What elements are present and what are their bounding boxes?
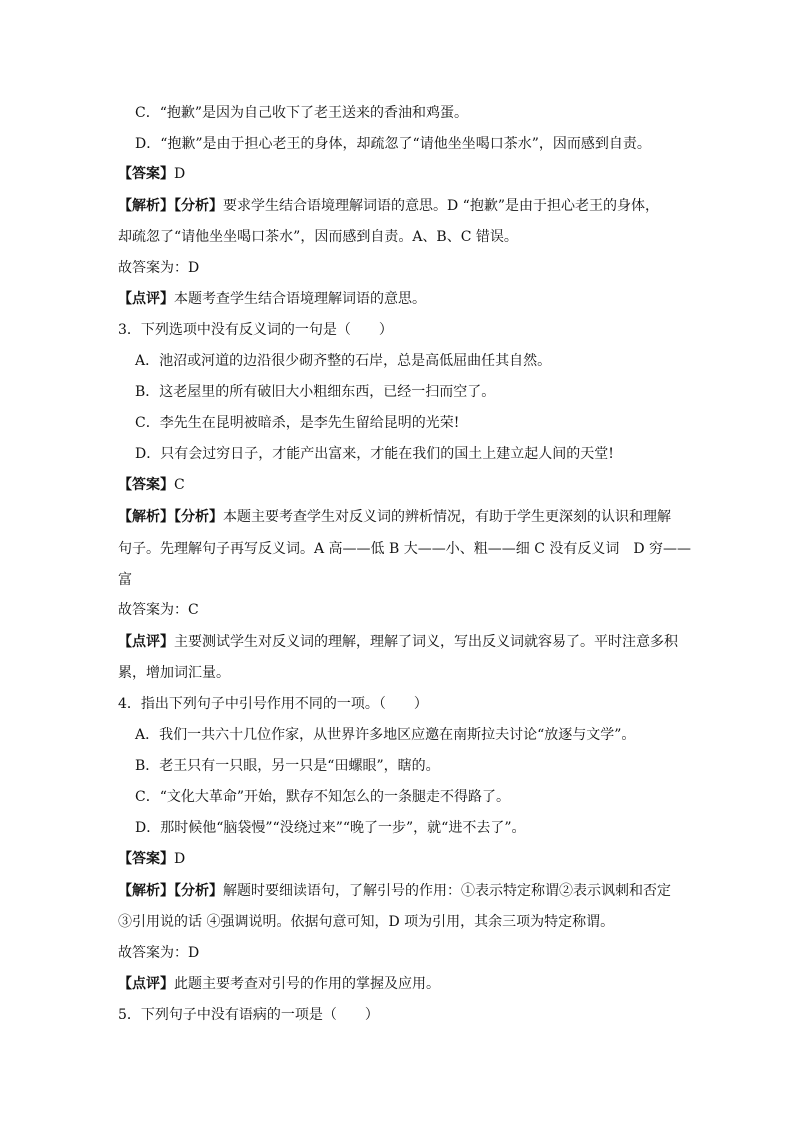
q4-stem: 4．指出下列句子中引号作用不同的一项。（ ） xyxy=(118,696,428,712)
q2-analysis-line-2: 却疏忽了“请他坐坐喝口茶水”，因而感到自责。A、B、C 错误。 xyxy=(118,229,518,245)
analysis-text: 本题主要考查学生对反义词的辨析情况，有助于学生更深刻的认识和理解 xyxy=(223,509,671,525)
q3-stem: 3．下列选项中没有反义词的一句是（ ） xyxy=(118,322,393,338)
answer-value: D xyxy=(174,851,186,867)
analysis-text: 要求学生结合语境理解词语的意思。D “抱歉”是由于担心老王的身体， xyxy=(223,198,659,214)
q4-analysis-line-2: ③引用说的话 ④强调说明。依据句意可知，D 项为引用，其余三项为特定称谓。 xyxy=(118,914,615,930)
q2-option-c: C．“抱歉”是因为自己收下了老王送来的香油和鸡蛋。 xyxy=(135,105,469,121)
comment-text: 本题考查学生结合语境理解词语的意思。 xyxy=(174,291,426,307)
analysis-tag: 【解析】【分析】 xyxy=(118,509,223,525)
q4-answer xyxy=(118,849,185,869)
q3-option-b: B．这老屋里的所有破旧大小粗细东西，已经一扫而空了。 xyxy=(135,384,496,400)
comment-text: 此题主要考查对引号的作用的掌握及应用。 xyxy=(174,976,440,992)
q3-option-c: C．李先生在昆明被暗杀，是李先生留给昆明的光荣! xyxy=(135,415,460,431)
analysis-tag: 【解析】【分析】 xyxy=(118,883,223,899)
comment-tag: 【点评】 xyxy=(118,291,174,307)
q3-answer xyxy=(118,475,185,495)
q3-conclusion: 故答案为：C xyxy=(118,602,199,618)
q2-analysis-line-1 xyxy=(118,196,659,216)
q5-stem: 5．下列句子中没有语病的一项是（ ） xyxy=(118,1007,379,1023)
q3-option-d: D．只有会过穷日子，才能产出富来，才能在我们的国土上建立起人间的天堂! xyxy=(135,446,614,462)
q3-analysis-line-2: 句子。先理解句子再写反义词。A 高——低 B 大——小、粗——细 C 没有反义词 D 穷—— xyxy=(118,541,692,557)
q4-option-d: D．那时候他“脑袋慢”“没绕过来”“晚了一步”，就“进不去了”。 xyxy=(135,820,526,836)
q4-conclusion: 故答案为：D xyxy=(118,945,200,961)
analysis-tag: 【解析】【分析】 xyxy=(118,198,223,214)
q3-comment-line-1 xyxy=(118,632,678,652)
answer-tag: 【答案】 xyxy=(118,851,174,867)
q2-answer xyxy=(118,164,185,184)
q4-comment xyxy=(118,974,440,994)
comment-tag: 【点评】 xyxy=(118,634,174,650)
answer-tag: 【答案】 xyxy=(118,477,174,493)
analysis-text: 解题时要细读语句，了解引号的作用：①表示特定称谓②表示讽刺和否定 xyxy=(223,883,671,899)
q3-analysis-line-3: 富 xyxy=(118,572,132,588)
q2-option-d: D．“抱歉”是由于担心老王的身体，却疏忽了“请他坐坐喝口茶水”，因而感到自责。 xyxy=(135,136,651,152)
q4-option-a: A．我们一共六十几位作家，从世界许多地区应邀在南斯拉夫讨论“放逐与文学”。 xyxy=(135,727,636,743)
q4-option-c: C．“文化大革命”开始，默存不知怎么的一条腿走不得路了。 xyxy=(135,789,511,805)
comment-text: 主要测试学生对反义词的理解，理解了词义，写出反义词就容易了。平时注意多积 xyxy=(174,634,678,650)
q4-analysis-line-1 xyxy=(118,881,671,901)
comment-tag: 【点评】 xyxy=(118,976,174,992)
q2-comment xyxy=(118,289,426,309)
q2-conclusion: 故答案为：D xyxy=(118,260,200,276)
answer-value: D xyxy=(174,166,186,182)
q3-comment-line-2: 累，增加词汇量。 xyxy=(118,665,230,681)
answer-value: C xyxy=(174,477,185,493)
q3-analysis-line-1 xyxy=(118,507,671,527)
answer-tag: 【答案】 xyxy=(118,166,174,182)
q4-option-b: B．老王只有一只眼，另一只是“田螺眼”，瞎的。 xyxy=(135,758,440,774)
q3-option-a: A．池沼或河道的边沿很少砌齐整的石岸，总是高低屈曲任其自然。 xyxy=(135,353,552,369)
